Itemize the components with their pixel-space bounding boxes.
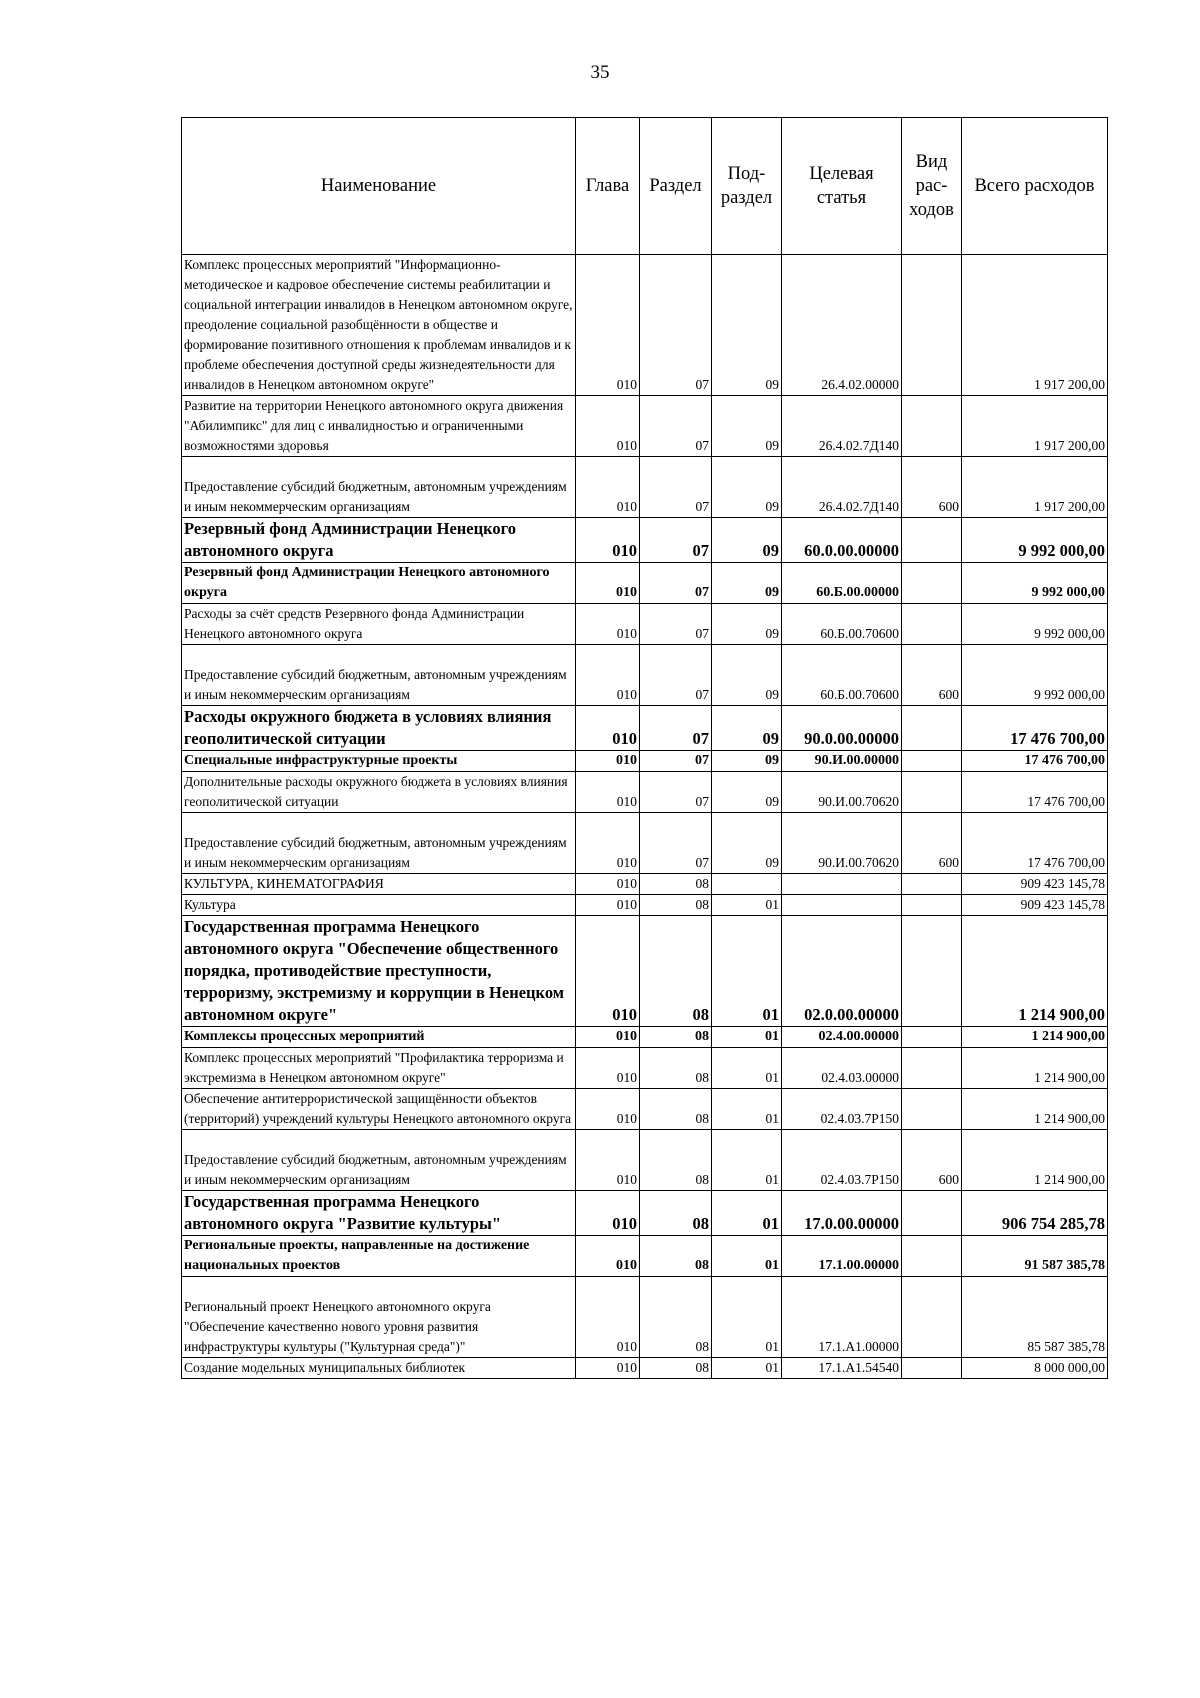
cell-chapter: 010	[576, 874, 640, 895]
cell-section: 08	[640, 1130, 712, 1191]
cell-expense-type	[902, 1236, 962, 1277]
cell-target: 17.0.00.00000	[782, 1191, 902, 1236]
cell-expense-type	[902, 916, 962, 1027]
table-row	[182, 457, 1108, 518]
table-header-row	[182, 118, 1108, 255]
cell-expense-type	[902, 518, 962, 563]
cell-target	[782, 895, 902, 916]
header-subsection: Под- раздел	[712, 118, 782, 255]
cell-name	[182, 874, 576, 895]
cell-subsection: 09	[712, 518, 782, 563]
row-name-text: Комплекс процессных мероприятий "Профилактика терроризма и экстремизма в Ненецком автономном округе"	[184, 1050, 564, 1085]
cell-subsection: 09	[712, 645, 782, 706]
cell-subsection: 09	[712, 772, 782, 813]
cell-total: 1 214 900,00	[962, 1027, 1108, 1048]
cell-name	[182, 563, 576, 604]
cell-total: 17 476 700,00	[962, 813, 1108, 874]
cell-target: 02.4.03.00000	[782, 1048, 902, 1089]
table-row	[182, 1089, 1108, 1130]
cell-section: 08	[640, 916, 712, 1027]
cell-chapter: 010	[576, 1277, 640, 1358]
cell-total: 9 992 000,00	[962, 604, 1108, 645]
cell-total: 17 476 700,00	[962, 751, 1108, 772]
cell-section: 08	[640, 1236, 712, 1277]
row-name-text: Расходы окружного бюджета в условиях влияния геополитической ситуации	[184, 707, 552, 748]
cell-chapter: 010	[576, 563, 640, 604]
cell-expense-type	[902, 874, 962, 895]
cell-total: 9 992 000,00	[962, 645, 1108, 706]
row-name-text: Обеспечение антитеррористической защищённости объектов (территорий) учреждений культуры Ненецкого автономного округа	[184, 1091, 572, 1126]
cell-section: 07	[640, 706, 712, 751]
table-row	[182, 1358, 1108, 1379]
cell-subsection: 01	[712, 1191, 782, 1236]
cell-section: 07	[640, 813, 712, 874]
budget-table	[181, 117, 1108, 1379]
cell-total: 1 214 900,00	[962, 916, 1108, 1027]
cell-total: 85 587 385,78	[962, 1277, 1108, 1358]
cell-subsection: 09	[712, 604, 782, 645]
cell-target: 17.1.А1.00000	[782, 1277, 902, 1358]
cell-expense-type: 600	[902, 813, 962, 874]
table-row	[182, 563, 1108, 604]
cell-total: 1 214 900,00	[962, 1130, 1108, 1191]
cell-total: 9 992 000,00	[962, 563, 1108, 604]
cell-target: 02.4.03.7Р150	[782, 1130, 902, 1191]
row-name-text: Дополнительные расходы окружного бюджета в условиях влияния геополитической ситуации	[184, 774, 568, 809]
header-chapter: Глава	[576, 118, 640, 255]
cell-chapter: 010	[576, 1130, 640, 1191]
cell-chapter: 010	[576, 457, 640, 518]
table-row	[182, 645, 1108, 706]
cell-total: 91 587 385,78	[962, 1236, 1108, 1277]
row-name-text: Предоставление субсидий бюджетным, автономным учреждениям и иным некоммерческим организациям	[184, 667, 567, 702]
cell-name	[182, 1130, 576, 1191]
row-name-text: Резервный фонд Администрации Ненецкого автономного округа	[184, 565, 550, 600]
cell-expense-type: 600	[902, 645, 962, 706]
cell-subsection: 01	[712, 1027, 782, 1048]
page-number: 35	[590, 62, 610, 83]
cell-chapter: 010	[576, 895, 640, 916]
cell-expense-type	[902, 706, 962, 751]
cell-subsection: 01	[712, 1089, 782, 1130]
cell-chapter: 010	[576, 518, 640, 563]
table-row	[182, 706, 1108, 751]
cell-expense-type	[902, 751, 962, 772]
row-name-text: Специальные инфраструктурные проекты	[184, 753, 458, 768]
cell-expense-type	[902, 1027, 962, 1048]
cell-expense-type	[902, 563, 962, 604]
cell-chapter: 010	[576, 604, 640, 645]
row-name-text: Региональный проект Ненецкого автономного округа "Обеспечение качественно нового уровня развития инфраструктуры культуры ("Культурная среда")"	[184, 1299, 491, 1354]
cell-chapter: 010	[576, 1027, 640, 1048]
cell-chapter: 010	[576, 1089, 640, 1130]
cell-subsection: 01	[712, 1358, 782, 1379]
cell-chapter: 010	[576, 772, 640, 813]
cell-name	[182, 895, 576, 916]
cell-name	[182, 706, 576, 751]
cell-section: 07	[640, 772, 712, 813]
cell-total: 909 423 145,78	[962, 895, 1108, 916]
cell-chapter: 010	[576, 1358, 640, 1379]
cell-subsection: 01	[712, 916, 782, 1027]
cell-expense-type: 600	[902, 457, 962, 518]
cell-name	[182, 255, 576, 396]
cell-total: 1 917 200,00	[962, 255, 1108, 396]
table-row	[182, 751, 1108, 772]
cell-expense-type	[902, 1358, 962, 1379]
cell-name	[182, 813, 576, 874]
table-row	[182, 772, 1108, 813]
cell-target: 17.1.А1.54540	[782, 1358, 902, 1379]
header-total: Всего расходов	[962, 118, 1108, 255]
cell-chapter: 010	[576, 645, 640, 706]
table-body	[182, 255, 1108, 1379]
cell-target: 60.Б.00.00000	[782, 563, 902, 604]
row-name-text: Резервный фонд Администрации Ненецкого автономного округа	[184, 519, 516, 560]
cell-target: 02.4.03.7Р150	[782, 1089, 902, 1130]
cell-section: 08	[640, 1048, 712, 1089]
cell-expense-type	[902, 895, 962, 916]
cell-name	[182, 751, 576, 772]
row-name-text: КУЛЬТУРА, КИНЕМАТОГРАФИЯ	[184, 876, 384, 891]
row-name-text: Комплексы процессных мероприятий	[184, 1029, 425, 1044]
row-name-text: Создание модельных муниципальных библиотек	[184, 1360, 466, 1375]
table-row	[182, 518, 1108, 563]
cell-chapter: 010	[576, 1191, 640, 1236]
row-name-text: Расходы за счёт средств Резервного фонда Администрации Ненецкого автономного округа	[184, 606, 525, 641]
cell-target: 90.И.00.70620	[782, 813, 902, 874]
cell-name	[182, 1191, 576, 1236]
table-row	[182, 604, 1108, 645]
cell-target: 60.Б.00.70600	[782, 604, 902, 645]
cell-section: 07	[640, 604, 712, 645]
cell-section: 08	[640, 1358, 712, 1379]
cell-name	[182, 1027, 576, 1048]
cell-name	[182, 604, 576, 645]
cell-target: 26.4.02.7Д140	[782, 457, 902, 518]
table-row	[182, 1048, 1108, 1089]
cell-chapter: 010	[576, 916, 640, 1027]
table-row	[182, 916, 1108, 1027]
cell-section: 07	[640, 563, 712, 604]
cell-subsection: 09	[712, 813, 782, 874]
cell-subsection: 09	[712, 457, 782, 518]
cell-expense-type	[902, 1277, 962, 1358]
cell-subsection: 09	[712, 751, 782, 772]
cell-target: 60.Б.00.70600	[782, 645, 902, 706]
cell-name	[182, 645, 576, 706]
cell-total: 909 423 145,78	[962, 874, 1108, 895]
cell-section: 08	[640, 1191, 712, 1236]
cell-chapter: 010	[576, 706, 640, 751]
cell-chapter: 010	[576, 1236, 640, 1277]
cell-target: 26.4.02.7Д140	[782, 396, 902, 457]
cell-section: 07	[640, 751, 712, 772]
table-row	[182, 1191, 1108, 1236]
cell-subsection: 09	[712, 255, 782, 396]
table-row	[182, 1130, 1108, 1191]
cell-expense-type	[902, 255, 962, 396]
row-name-text: Предоставление субсидий бюджетным, автономным учреждениям и иным некоммерческим организациям	[184, 1152, 567, 1187]
row-name-text: Комплекс процессных мероприятий "Информационно-методическое и кадровое обеспечение системы реабилитации и социальной интеграции инвалидов в Ненецком автономном округе, преодоление социальной разобщённости в обществе и формирование позитивного отношения к проблемам инвалидов и к проблеме обеспечения доступной среды жизнедеятельности для инвалидов в Ненецком автономном округе"	[184, 257, 573, 392]
row-name-text: Государственная программа Ненецкого автономного округа "Развитие культуры"	[184, 1192, 502, 1233]
cell-target: 90.И.00.70620	[782, 772, 902, 813]
table-row	[182, 396, 1108, 457]
cell-name	[182, 1048, 576, 1089]
cell-name	[182, 1236, 576, 1277]
cell-expense-type	[902, 396, 962, 457]
cell-subsection: 01	[712, 895, 782, 916]
cell-expense-type	[902, 604, 962, 645]
table-row	[182, 813, 1108, 874]
header-expense-type: Вид рас- ходов	[902, 118, 962, 255]
cell-section: 08	[640, 874, 712, 895]
cell-total: 9 992 000,00	[962, 518, 1108, 563]
cell-section: 08	[640, 1027, 712, 1048]
cell-name	[182, 772, 576, 813]
cell-target: 26.4.02.00000	[782, 255, 902, 396]
cell-name	[182, 518, 576, 563]
cell-subsection: 01	[712, 1277, 782, 1358]
cell-section: 08	[640, 1277, 712, 1358]
cell-section: 07	[640, 255, 712, 396]
row-name-text: Государственная программа Ненецкого автономного округа "Обеспечение общественного порядка, противодействие преступности, терроризму, экстремизму и коррупции в Ненецком автономном округе"	[184, 917, 565, 1024]
cell-target: 90.И.00.00000	[782, 751, 902, 772]
cell-expense-type	[902, 1191, 962, 1236]
cell-subsection: 09	[712, 706, 782, 751]
cell-expense-type	[902, 772, 962, 813]
cell-chapter: 010	[576, 255, 640, 396]
cell-subsection: 09	[712, 396, 782, 457]
cell-subsection	[712, 874, 782, 895]
cell-total: 1 214 900,00	[962, 1089, 1108, 1130]
cell-target: 02.0.00.00000	[782, 916, 902, 1027]
cell-target: 02.4.00.00000	[782, 1027, 902, 1048]
cell-chapter: 010	[576, 751, 640, 772]
cell-name	[182, 396, 576, 457]
cell-total: 17 476 700,00	[962, 706, 1108, 751]
row-name-text: Культура	[184, 897, 236, 912]
cell-subsection: 01	[712, 1130, 782, 1191]
cell-chapter: 010	[576, 396, 640, 457]
row-name-text: Предоставление субсидий бюджетным, автономным учреждениям и иным некоммерческим организациям	[184, 835, 567, 870]
cell-chapter: 010	[576, 1048, 640, 1089]
cell-expense-type	[902, 1048, 962, 1089]
row-name-text: Развитие на территории Ненецкого автономного округа движения "Абилимпикс" для лиц с инвалидностью и ограниченными возможностями здоровья	[184, 398, 564, 453]
cell-name	[182, 1089, 576, 1130]
cell-expense-type: 600	[902, 1130, 962, 1191]
cell-target: 60.0.00.00000	[782, 518, 902, 563]
table-row	[182, 1027, 1108, 1048]
cell-name	[182, 457, 576, 518]
cell-target	[782, 874, 902, 895]
cell-section: 07	[640, 518, 712, 563]
table-row	[182, 895, 1108, 916]
table-row	[182, 255, 1108, 396]
cell-subsection: 09	[712, 563, 782, 604]
cell-total: 8 000 000,00	[962, 1358, 1108, 1379]
header-target: Целевая статья	[782, 118, 902, 255]
cell-total: 1 917 200,00	[962, 396, 1108, 457]
cell-name	[182, 1277, 576, 1358]
cell-subsection: 01	[712, 1048, 782, 1089]
cell-expense-type	[902, 1089, 962, 1130]
cell-total: 1 214 900,00	[962, 1048, 1108, 1089]
cell-target: 90.0.00.00000	[782, 706, 902, 751]
table-row	[182, 1236, 1108, 1277]
row-name-text: Региональные проекты, направленные на достижение национальных проектов	[184, 1238, 530, 1273]
cell-target: 17.1.00.00000	[782, 1236, 902, 1277]
header-section: Раздел	[640, 118, 712, 255]
table-row	[182, 874, 1108, 895]
cell-total: 906 754 285,78	[962, 1191, 1108, 1236]
header-name: Наименование	[182, 118, 576, 255]
table-row	[182, 1277, 1108, 1358]
cell-name	[182, 916, 576, 1027]
row-name-text: Предоставление субсидий бюджетным, автономным учреждениям и иным некоммерческим организациям	[184, 479, 567, 514]
cell-section: 07	[640, 457, 712, 518]
cell-total: 1 917 200,00	[962, 457, 1108, 518]
cell-name	[182, 1358, 576, 1379]
cell-subsection: 01	[712, 1236, 782, 1277]
cell-section: 07	[640, 645, 712, 706]
cell-section: 08	[640, 895, 712, 916]
cell-section: 07	[640, 396, 712, 457]
cell-total: 17 476 700,00	[962, 772, 1108, 813]
cell-chapter: 010	[576, 813, 640, 874]
cell-section: 08	[640, 1089, 712, 1130]
